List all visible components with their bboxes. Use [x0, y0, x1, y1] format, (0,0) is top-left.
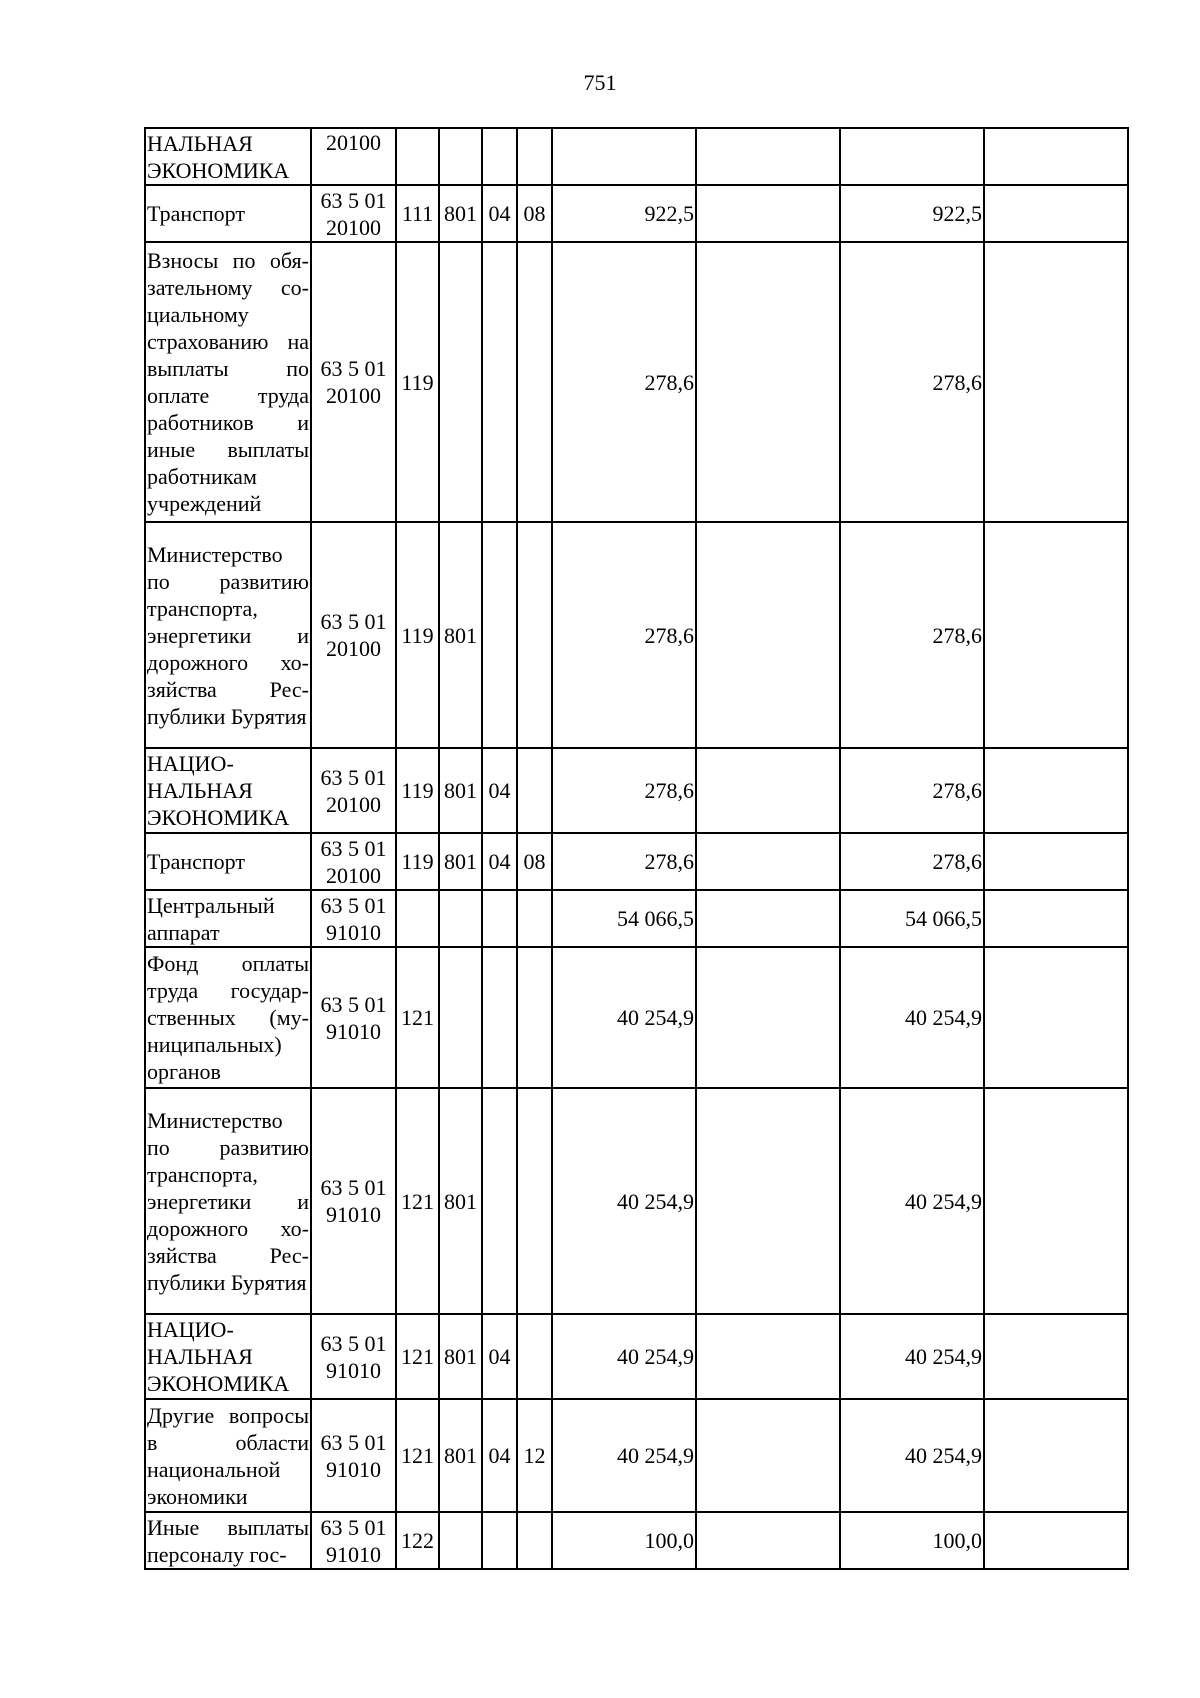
section-cell — [482, 890, 517, 947]
section-cell: 04 — [482, 833, 517, 890]
empty-cell — [696, 833, 840, 890]
last-cell — [984, 242, 1128, 522]
last-cell — [984, 522, 1128, 748]
table-row — [145, 242, 1128, 522]
target-article-cell: 63 5 01 20100 — [311, 242, 396, 522]
section-cell — [482, 1088, 517, 1314]
amount-total-cell: 278,6 — [840, 522, 984, 748]
table-row — [145, 833, 1128, 890]
amount-total-cell: 922,5 — [840, 185, 984, 242]
empty-cell — [696, 128, 840, 185]
row-name-cell: Центральный аппарат — [145, 890, 311, 947]
empty-cell — [696, 947, 840, 1088]
table-row — [145, 748, 1128, 833]
row-name-cell: Транспорт — [145, 833, 311, 890]
subsection-cell — [517, 947, 552, 1088]
administrator-cell: 801 — [439, 748, 482, 833]
amount-cell: 40 254,9 — [552, 947, 696, 1088]
amount-total-cell: 40 254,9 — [840, 1399, 984, 1512]
empty-cell — [696, 1314, 840, 1399]
target-article-cell: 63 5 01 20100 — [311, 833, 396, 890]
empty-cell — [696, 1512, 840, 1569]
amount-total-cell: 278,6 — [840, 748, 984, 833]
row-name-cell: Иные выплаты персоналу гос- — [145, 1512, 311, 1569]
expense-type-cell — [396, 890, 439, 947]
table-row — [145, 128, 1128, 185]
table-row — [145, 522, 1128, 748]
expense-type-cell: 119 — [396, 748, 439, 833]
amount-cell: 922,5 — [552, 185, 696, 242]
target-article-cell: 63 5 01 91010 — [311, 947, 396, 1088]
row-name-cell: НАЛЬНАЯ ЭКОНОМИКА — [145, 128, 311, 185]
amount-cell: 278,6 — [552, 242, 696, 522]
expense-type-cell: 121 — [396, 947, 439, 1088]
amount-total-cell — [840, 128, 984, 185]
subsection-cell — [517, 1088, 552, 1314]
target-article-cell: 63 5 01 20100 — [311, 522, 396, 748]
amount-total-cell: 278,6 — [840, 242, 984, 522]
subsection-cell: 08 — [517, 185, 552, 242]
target-article-cell: 63 5 01 91010 — [311, 1399, 396, 1512]
empty-cell — [696, 1399, 840, 1512]
last-cell — [984, 128, 1128, 185]
expense-type-cell: 121 — [396, 1088, 439, 1314]
subsection-cell — [517, 128, 552, 185]
amount-cell — [552, 128, 696, 185]
section-cell — [482, 522, 517, 748]
last-cell — [984, 1399, 1128, 1512]
amount-cell: 100,0 — [552, 1512, 696, 1569]
subsection-cell — [517, 522, 552, 748]
last-cell — [984, 185, 1128, 242]
subsection-cell — [517, 748, 552, 833]
amount-cell: 40 254,9 — [552, 1314, 696, 1399]
empty-cell — [696, 748, 840, 833]
amount-cell: 40 254,9 — [552, 1399, 696, 1512]
administrator-cell — [439, 947, 482, 1088]
section-cell — [482, 1512, 517, 1569]
administrator-cell — [439, 1512, 482, 1569]
last-cell — [984, 1512, 1128, 1569]
target-article-cell: 63 5 01 91010 — [311, 890, 396, 947]
table-row — [145, 1314, 1128, 1399]
section-cell: 04 — [482, 1399, 517, 1512]
administrator-cell: 801 — [439, 1088, 482, 1314]
section-cell: 04 — [482, 1314, 517, 1399]
administrator-cell — [439, 890, 482, 947]
administrator-cell — [439, 128, 482, 185]
section-cell — [482, 242, 517, 522]
last-cell — [984, 947, 1128, 1088]
section-cell: 04 — [482, 748, 517, 833]
administrator-cell: 801 — [439, 522, 482, 748]
target-article-cell: 63 5 01 91010 — [311, 1512, 396, 1569]
amount-total-cell: 40 254,9 — [840, 1088, 984, 1314]
target-article-cell: 63 5 01 20100 — [311, 185, 396, 242]
amount-total-cell: 54 066,5 — [840, 890, 984, 947]
section-cell: 04 — [482, 185, 517, 242]
administrator-cell: 801 — [439, 1399, 482, 1512]
empty-cell — [696, 1088, 840, 1314]
table-row — [145, 185, 1128, 242]
last-cell — [984, 890, 1128, 947]
row-name-cell: НАЦИОНАЛЬНАЯ ЭКОНОМИКА — [145, 748, 311, 833]
expense-type-cell: 121 — [396, 1399, 439, 1512]
expense-type-cell: 111 — [396, 185, 439, 242]
row-name-cell: Фонд оплаты труда государственных (муниципальных) органов — [145, 947, 311, 1088]
table-row — [145, 1399, 1128, 1512]
expense-type-cell: 121 — [396, 1314, 439, 1399]
target-article-cell: 63 5 01 20100 — [311, 748, 396, 833]
section-cell — [482, 128, 517, 185]
target-article-cell: 20100 — [311, 128, 396, 185]
row-name-cell: НАЦИОНАЛЬНАЯ ЭКОНОМИКА — [145, 1314, 311, 1399]
last-cell — [984, 1314, 1128, 1399]
amount-total-cell: 40 254,9 — [840, 947, 984, 1088]
amount-cell: 54 066,5 — [552, 890, 696, 947]
table-row — [145, 1088, 1128, 1314]
table-row — [145, 890, 1128, 947]
amount-cell: 278,6 — [552, 522, 696, 748]
last-cell — [984, 833, 1128, 890]
administrator-cell: 801 — [439, 1314, 482, 1399]
section-cell — [482, 947, 517, 1088]
expense-type-cell — [396, 128, 439, 185]
administrator-cell — [439, 242, 482, 522]
empty-cell — [696, 522, 840, 748]
target-article-cell: 63 5 01 91010 — [311, 1314, 396, 1399]
amount-cell: 278,6 — [552, 833, 696, 890]
budget-table — [144, 127, 1129, 1570]
target-article-cell: 63 5 01 91010 — [311, 1088, 396, 1314]
table-row — [145, 947, 1128, 1088]
subsection-cell: 12 — [517, 1399, 552, 1512]
expense-type-cell: 122 — [396, 1512, 439, 1569]
row-name-cell: Министерство по развитию транспорта, энергетики и дорожного хозяйства Республики Бурятия — [145, 522, 311, 748]
row-name-cell: Министерство по развитию транспорта, энергетики и дорожного хозяйства Республики Бурятия — [145, 1088, 311, 1314]
expense-type-cell: 119 — [396, 522, 439, 748]
amount-total-cell: 278,6 — [840, 833, 984, 890]
row-name-cell: Транспорт — [145, 185, 311, 242]
table-row — [145, 1512, 1128, 1569]
empty-cell — [696, 185, 840, 242]
amount-cell: 40 254,9 — [552, 1088, 696, 1314]
amount-total-cell: 100,0 — [840, 1512, 984, 1569]
amount-total-cell: 40 254,9 — [840, 1314, 984, 1399]
row-name-cell: Взносы по обязательному социальному страхованию на выплаты по оплате труда работников и иные выплаты работникам учреждений — [145, 242, 311, 522]
last-cell — [984, 748, 1128, 833]
subsection-cell — [517, 1314, 552, 1399]
subsection-cell: 08 — [517, 833, 552, 890]
empty-cell — [696, 890, 840, 947]
subsection-cell — [517, 890, 552, 947]
row-name-cell: Другие вопросы в области национальной экономики — [145, 1399, 311, 1512]
subsection-cell — [517, 242, 552, 522]
empty-cell — [696, 242, 840, 522]
administrator-cell: 801 — [439, 833, 482, 890]
expense-type-cell: 119 — [396, 242, 439, 522]
amount-cell: 278,6 — [552, 748, 696, 833]
subsection-cell — [517, 1512, 552, 1569]
expense-type-cell: 119 — [396, 833, 439, 890]
administrator-cell: 801 — [439, 185, 482, 242]
last-cell — [984, 1088, 1128, 1314]
page-number: 751 — [583, 70, 617, 95]
